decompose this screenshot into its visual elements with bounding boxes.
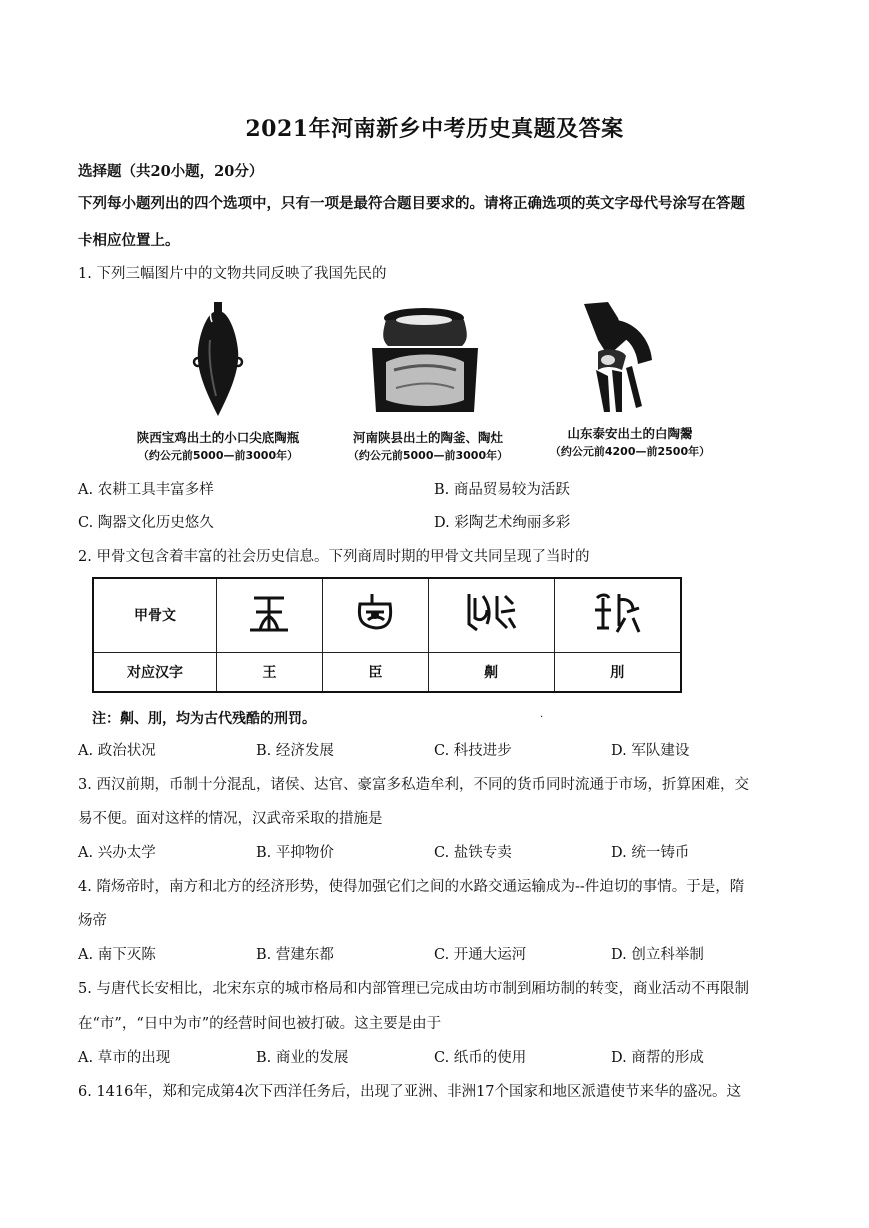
white-pottery-gui-image <box>578 300 660 416</box>
q5-option-c[interactable]: C. 纸币的使用 <box>434 1050 527 1066</box>
figure-1-date: （约公元前5000—前3000年） <box>137 449 299 462</box>
q4-option-d[interactable]: D. 创立科举制 <box>611 947 704 963</box>
q4-option-c[interactable]: C. 开通大运河 <box>434 947 527 963</box>
oracle-glyph-yue-icon <box>587 588 647 638</box>
q5-option-d[interactable]: D. 商帮的形成 <box>611 1050 704 1066</box>
figure-3-date: （约公元前4200—前2500年） <box>549 445 711 458</box>
figure-3-caption: 山东泰安出土的白陶鬶 <box>567 426 693 441</box>
q5-option-b[interactable]: B. 商业的发展 <box>256 1050 349 1066</box>
scan-dot: · <box>540 712 544 723</box>
q3-option-d[interactable]: D. 统一铸币 <box>611 845 690 861</box>
q2-option-d[interactable]: D. 军队建设 <box>611 743 690 759</box>
hanzi-row-header: 对应汉字 <box>93 652 217 692</box>
oracle-row-header: 甲骨文 <box>93 578 217 652</box>
q2-option-c[interactable]: C. 科技进步 <box>434 743 512 759</box>
q1-stem: 1. 下列三幅图片中的文物共同反映了我国先民的 <box>78 266 387 282</box>
oracle-bone-table <box>92 577 682 693</box>
q3-line-2: 易不便。面对这样的情况，汉武帝采取的措施是 <box>78 811 383 827</box>
q2-option-a[interactable]: A. 政治状况 <box>78 743 156 759</box>
hanzi-yue: 刖 <box>554 652 681 692</box>
q3-option-c[interactable]: C. 盐铁专卖 <box>434 845 512 861</box>
q1-option-c[interactable]: C. 陶器文化历史悠久 <box>78 515 214 531</box>
q6-line-1: 6. 1416年，郑和完成第4次下西洋任务后，出现了亚洲、非洲17个国家和地区派遣使节来华的盛况。这 <box>78 1084 742 1100</box>
hanzi-yi: 劓 <box>428 652 554 692</box>
q4-line-2: 炀帝 <box>78 913 107 929</box>
q1-option-a[interactable]: A. 农耕工具丰富多样 <box>78 482 214 498</box>
oracle-glyph-yi <box>428 578 554 652</box>
oracle-glyph-yue <box>554 578 681 652</box>
instruction-line-1: 下列每小题列出的四个选项中，只有一项是最符合题目要求的。请将正确选项的英文字母代号涂写在答题 <box>78 195 745 212</box>
oracle-glyph-yi-icon <box>461 588 521 638</box>
hanzi-wang: 王 <box>217 652 323 692</box>
pottery-pot-stove-image <box>366 300 484 416</box>
figure-2-date: （约公元前5000—前3000年） <box>347 449 509 462</box>
q3-option-a[interactable]: A. 兴办太学 <box>78 845 156 861</box>
q4-line-1: 4. 隋炀帝时，南方和北方的经济形势，使得加强它们之间的水路交通运输成为--件迫切的事情。于是，隋 <box>78 879 745 895</box>
q5-line-2: 在“市”，“日中为市”的经营时间也被打破。这主要是由于 <box>78 1016 442 1032</box>
section-header: 选择题（共20小题，20分） <box>78 163 264 180</box>
q4-option-a[interactable]: A. 南下灭陈 <box>78 947 156 963</box>
oracle-glyph-chen <box>322 578 428 652</box>
figure-2-caption: 河南陕县出土的陶釜、陶灶 <box>352 430 503 445</box>
hanzi-chen: 臣 <box>322 652 428 692</box>
oracle-glyph-wang-icon <box>244 588 294 638</box>
q2-option-b[interactable]: B. 经济发展 <box>256 743 334 759</box>
q1-option-b[interactable]: B. 商品贸易较为活跃 <box>434 482 570 498</box>
q5-option-a[interactable]: A. 草市的出现 <box>78 1050 171 1066</box>
oracle-glyph-wang <box>217 578 323 652</box>
q2-stem: 2. 甲骨文包含着丰富的社会历史信息。下列商周时期的甲骨文共同呈现了当时的 <box>78 549 590 565</box>
q3-option-b[interactable]: B. 平抑物价 <box>256 845 334 861</box>
q3-line-1: 3. 西汉前期，币制十分混乱，诸侯、达官、豪富多私造牟利，不同的货币同时流通于市场，折算困难，交 <box>78 777 749 793</box>
oracle-glyph-chen-icon <box>350 588 400 638</box>
figure-1-caption: 陕西宝鸡出土的小口尖底陶瓶 <box>136 430 300 445</box>
q1-option-d[interactable]: D. 彩陶艺术绚丽多彩 <box>434 515 571 531</box>
q4-option-b[interactable]: B. 营建东都 <box>256 947 334 963</box>
q5-line-1: 5. 与唐代长安相比，北宋东京的城市格局和内部管理已完成由坊市制到厢坊制的转变，商业活动不再限制 <box>78 981 749 997</box>
pottery-vase-image <box>188 300 248 418</box>
q2-note: 注：劓、刖，均为古代残酷的刑罚。 <box>92 711 316 727</box>
page-title: 2021年河南新乡中考历史真题及答案 <box>245 116 624 142</box>
instruction-line-2: 卡相应位置上。 <box>78 232 180 249</box>
